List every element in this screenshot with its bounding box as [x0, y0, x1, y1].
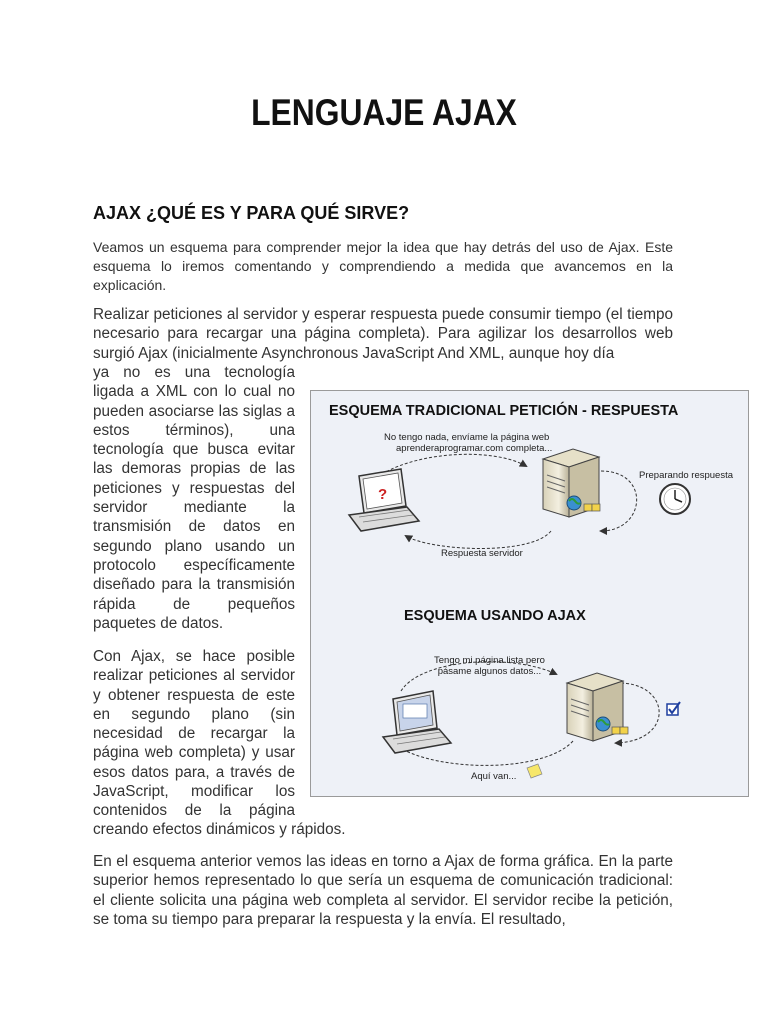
response-label: Respuesta servidor [441, 548, 523, 559]
traditional-response-arrow [406, 531, 551, 549]
diagram-title-ajax: ESQUEMA USANDO AJAX [404, 608, 586, 624]
diagram-title-traditional: ESQUEMA TRADICIONAL PETICIÓN - RESPUESTA [329, 403, 679, 419]
paragraph-2-wrapped-text: ya no es una tecnología ligada a XML con lo cual no pueden asociarse las siglas a estos términos), una tecnología que busca evitar las demoras propias de las peticiones y respuestas del servidor mediante la transmisión de datos en segundo plano usando un protocolo específicamente diseñado para la transmisión rápida de pequeños [93, 364, 295, 613]
server-icon [543, 449, 600, 517]
intro-paragraph: Veamos un esquema para comprender mejor la idea que hay detrás del uso de Ajax. Este esquema lo iremos comentando y comprendiendo a medida que avancemos en la explicación. [93, 239, 673, 294]
laptop-icon [349, 469, 419, 531]
ajax-request-line2: pásame algunos datos... [437, 666, 542, 677]
request-label-line2: aprenderaprogramar.com completa... [396, 443, 553, 454]
paragraph-4: En el esquema anterior vemos las ideas en torno a Ajax de forma gráfica. En la parte superior hemos representado lo que sería un esquema de comunicación tradicional: el cliente solicita una página web completa al servidor. El servidor recibe la petición, se toma su tiempo para preparar la respuesta y la envía. El resultado, [93, 853, 673, 928]
preparing-label: Preparando respuesta [639, 470, 734, 481]
checkbox-icon [667, 702, 680, 715]
paragraph-2-top: Realizar peticiones al servidor y esperar respuesta puede consumir tiempo (el tiempo necesario para recargar una página completa). Para agilizar los desarrollos web surgió Ajax (inicialmente Asynchronous JavaScript And XML, aunque hoy día [93, 306, 673, 362]
paragraph-3-last-line: creando efectos dinámicos y rápidos. [93, 821, 346, 838]
ajax-diagram [310, 390, 749, 797]
page-title: LENGUAJE AJAX [251, 92, 517, 133]
laptop-ajax-icon [383, 691, 451, 753]
request-label-line1: No tengo nada, envíame la página web [384, 432, 550, 443]
paragraph-3-wrapped: Con Ajax, se hace posible realizar peticiones al servidor y obtener respuesta de este en segundo plano (sin necesidad de recargar la página web completa) y usar esos datos para, a través de JavaScript, modificar los contenidos de la página [93, 648, 295, 820]
ajax-request-label [434, 655, 545, 677]
note-icon [527, 764, 542, 778]
clock-icon [660, 484, 690, 514]
section-heading: AJAX ¿QUÉ ES Y PARA QUÉ SIRVE? [93, 203, 410, 223]
request-label [384, 432, 552, 454]
server-ajax-icon [567, 673, 628, 741]
ajax-response-label: Aquí van... [471, 771, 517, 782]
paragraph-2-wrapped [93, 363, 295, 614]
ajax-request-line1: Tengo mi página lista pero [434, 655, 545, 666]
traditional-loop-arrow [601, 471, 637, 531]
svg-text:?: ? [378, 486, 388, 503]
paragraph-2-last-line: paquetes de datos. [93, 615, 224, 632]
